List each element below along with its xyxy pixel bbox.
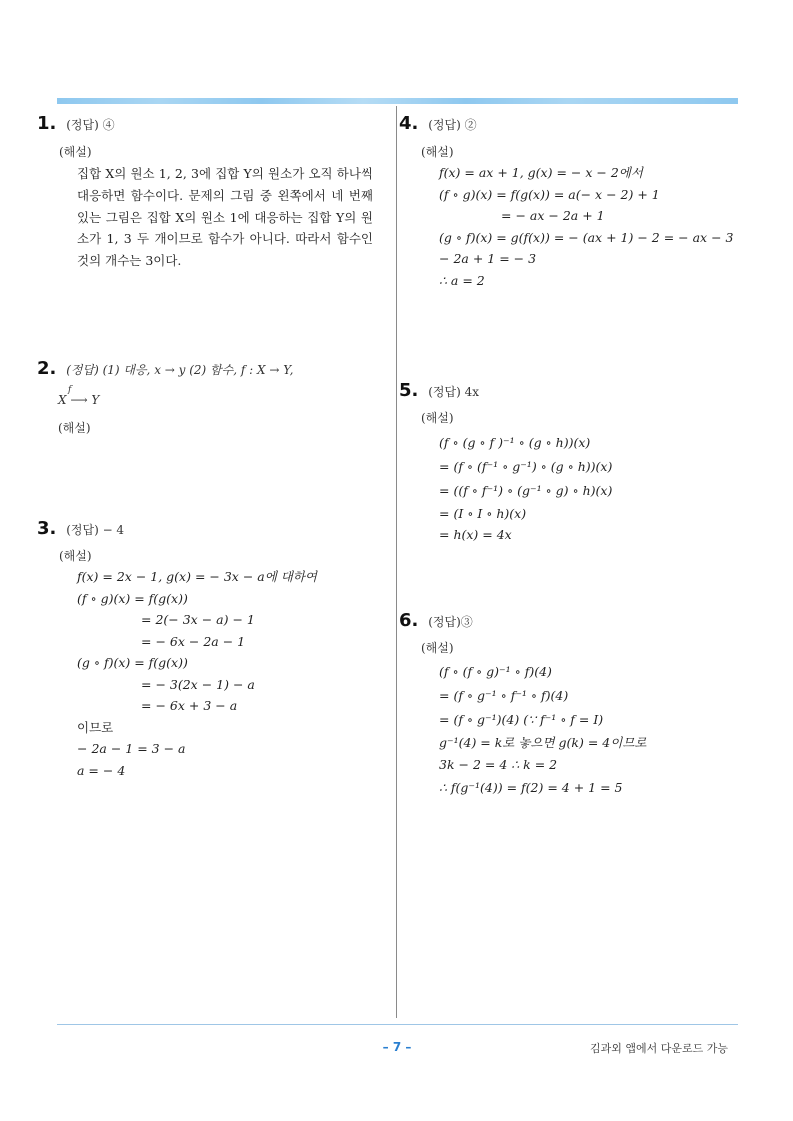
footer-note: 김과외 앱에서 다운로드 가능 xyxy=(589,1042,728,1055)
answer: (정답) ② xyxy=(428,118,477,132)
math-line: = (f ∘ g⁻¹)(4) (∵ f⁻¹ ∘ f = I) xyxy=(439,712,604,727)
math-line: = h(x) = 4x xyxy=(439,527,512,542)
explanation-label: (해설) xyxy=(59,549,92,563)
math-line: (g ∘ f)(x) = g(f(x)) = − (ax + 1) − 2 = − ax − 3 xyxy=(439,229,734,245)
math-line: = − 6x + 3 − a xyxy=(141,698,238,713)
question-5 xyxy=(399,380,739,545)
math-line: = − 3(2x − 1) − a xyxy=(141,676,255,692)
math-line: 3k − 2 = 4 ∴ k = 2 xyxy=(439,757,558,772)
question-2-header xyxy=(37,358,387,379)
answer: (정답) (1) 대응, x → y (2) 함수, f : X → Y, xyxy=(66,363,294,377)
math-line: f(x) = ax + 1, g(x) = − x − 2에서 xyxy=(439,165,643,180)
mapping-notation: X ⟶ Y xyxy=(58,393,100,407)
question-1 xyxy=(37,113,377,272)
explanation-label: (해설) xyxy=(59,145,92,159)
math-line: a = − 4 xyxy=(77,762,126,778)
answer: (정답)③ xyxy=(428,615,473,629)
math-line: ∴ f(g⁻¹(4)) = f(2) = 4 + 1 = 5 xyxy=(439,780,623,795)
answer: (정답) − 4 xyxy=(66,523,125,537)
question-1-header xyxy=(37,113,377,134)
footer-rule xyxy=(57,1024,738,1025)
question-number: 6. xyxy=(399,610,419,631)
header-bar xyxy=(57,98,738,104)
explanation-lines xyxy=(439,162,739,291)
math-line: = ((f ∘ f⁻¹) ∘ (g⁻¹ ∘ g) ∘ h)(x) xyxy=(439,483,613,498)
math-line: (f ∘ g)(x) = f(g(x)) xyxy=(77,590,188,606)
math-line: (f ∘ g)(x) = f(g(x)) = a(− x − 2) + 1 xyxy=(439,186,660,202)
math-line: = (f ∘ (f⁻¹ ∘ g⁻¹) ∘ (g ∘ h))(x) xyxy=(439,459,613,474)
question-4 xyxy=(399,113,739,291)
explanation-text: 집합 X의 원소 1, 2, 3에 집합 Y의 원소가 오직 하나씩 대응하면 함수이다. 문제의 그림 중 왼쪽에서 네 번째 있는 그림은 집합 X의 원소 1에 대응하는 집합 Y의 원소가 1, 3 두 개이므로 함수가 아니다. 따라서 함수인 것의 개수는 3이다. xyxy=(77,166,373,269)
math-line: − 2a + 1 = − 3 xyxy=(439,251,537,266)
question-4-header xyxy=(399,113,739,134)
math-line: = (I ∘ I ∘ h)(x) xyxy=(439,506,527,521)
question-number: 5. xyxy=(399,380,419,401)
question-6-header xyxy=(399,610,739,631)
question-number: 1. xyxy=(37,113,57,134)
explanation-label: (해설) xyxy=(421,641,454,655)
explanation-lines xyxy=(77,566,387,781)
question-6 xyxy=(399,610,739,800)
question-5-header xyxy=(399,380,739,401)
explanation-label: (해설) xyxy=(421,411,454,425)
explanation-lines xyxy=(439,431,739,545)
answer: (정답) ④ xyxy=(66,118,115,132)
answer-continued xyxy=(58,385,387,413)
math-line: (f ∘ (f ∘ g)⁻¹ ∘ f)(4) xyxy=(439,664,552,679)
column-divider xyxy=(396,106,397,1018)
explanation-label: (해설) xyxy=(421,145,454,159)
math-line: 이므로 xyxy=(77,719,114,735)
math-line: − 2a − 1 = 3 − a xyxy=(77,741,186,756)
mapping-f-label: f xyxy=(68,385,72,395)
answer: (정답) 4x xyxy=(428,385,479,399)
math-line: = 2(− 3x − a) − 1 xyxy=(141,612,255,627)
math-line: = (f ∘ g⁻¹ ∘ f⁻¹ ∘ f)(4) xyxy=(439,688,569,703)
math-line: = − ax − 2a + 1 xyxy=(501,208,605,223)
math-line: ∴ a = 2 xyxy=(439,272,485,288)
math-line: g⁻¹(4) = k로 놓으면 g(k) = 4이므로 xyxy=(439,735,647,750)
question-number: 2. xyxy=(37,358,57,379)
question-3 xyxy=(37,518,387,781)
question-2 xyxy=(37,358,387,436)
math-line: = − 6x − 2a − 1 xyxy=(141,633,246,649)
explanation-lines xyxy=(439,660,739,800)
math-line: (g ∘ f)(x) = f(g(x)) xyxy=(77,655,188,670)
math-line: f(x) = 2x − 1, g(x) = − 3x − a에 대하여 xyxy=(77,569,317,584)
math-line: (f ∘ (g ∘ f )⁻¹ ∘ (g ∘ h))(x) xyxy=(439,435,591,450)
question-number: 3. xyxy=(37,518,57,539)
explanation-label: (해설) xyxy=(58,421,91,435)
question-3-header xyxy=(37,518,387,539)
question-number: 4. xyxy=(399,113,419,134)
page-number: – 7 – xyxy=(382,1040,412,1054)
